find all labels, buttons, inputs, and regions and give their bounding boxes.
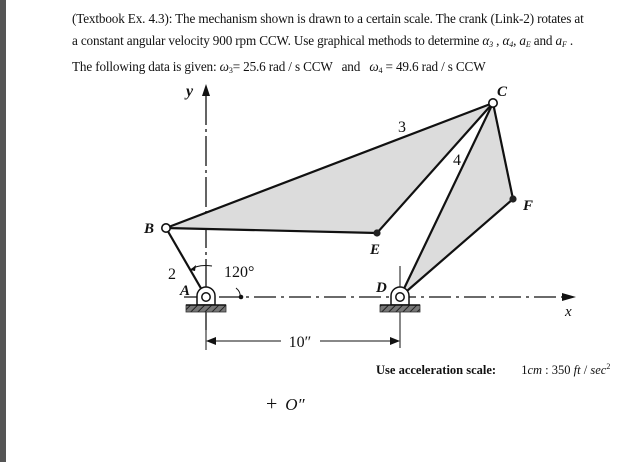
label-x-axis: x — [565, 304, 572, 320]
ground-distance-dimension — [206, 318, 399, 351]
label-c: C — [497, 84, 508, 100]
aF-symbol: $a_F$ — [555, 33, 567, 49]
ground-distance-label: 10″ — [288, 334, 312, 351]
label-link-4: 4 — [453, 152, 461, 169]
scale-value: 1cm : 350 ft / $\sec^2$ — [521, 362, 611, 378]
problem-line-2: a constant angular velocity 900 rpm CCW. Use graphical methods to determine $\alpha_3$ , $\alpha_4$, $a_E$ and $a_F$ . — [72, 33, 573, 49]
label-crank-angle: 120° — [224, 264, 255, 281]
label-b: B — [144, 221, 155, 237]
ground-pivot-a — [186, 287, 226, 312]
joint-b — [162, 224, 170, 232]
problem-line-2-text: a constant angular velocity 900 rpm CCW. Use graphical methods to determine — [72, 33, 483, 48]
label-link-3: 3 — [398, 119, 406, 136]
label-y-axis: y — [186, 83, 194, 100]
alpha4-symbol: $\alpha_4$ — [502, 33, 514, 49]
scale-label: Use acceleration scale: — [376, 363, 497, 378]
label-e: E — [370, 242, 381, 258]
label-d: D — [376, 280, 387, 296]
aE-symbol: $a_E$ — [519, 33, 531, 49]
and-word: and — [341, 59, 361, 74]
origin-marker — [266, 393, 305, 416]
origin-label: O″ — [285, 395, 305, 414]
plus-icon: + — [266, 393, 278, 415]
label-f: F — [523, 198, 534, 214]
problem-line-3-text: The following data is given: — [72, 59, 220, 74]
label-a: A — [180, 283, 191, 299]
point-f — [509, 195, 516, 202]
acceleration-scale-note — [376, 362, 610, 378]
alpha3-symbol: $\alpha_3$ — [482, 33, 494, 49]
omega4-value: $\omega_4 = 49.6$ rad / s CCW — [369, 59, 486, 75]
joint-c — [489, 99, 497, 107]
label-link-2: 2 — [168, 266, 176, 283]
omega3-value: $\omega_3= 25.6$ rad / s CCW — [219, 59, 333, 75]
problem-line-1: (Textbook Ex. 4.3): The mechanism shown is drawn to a certain scale. The crank (Link-2) rotates at — [72, 11, 584, 26]
point-e — [373, 229, 380, 236]
